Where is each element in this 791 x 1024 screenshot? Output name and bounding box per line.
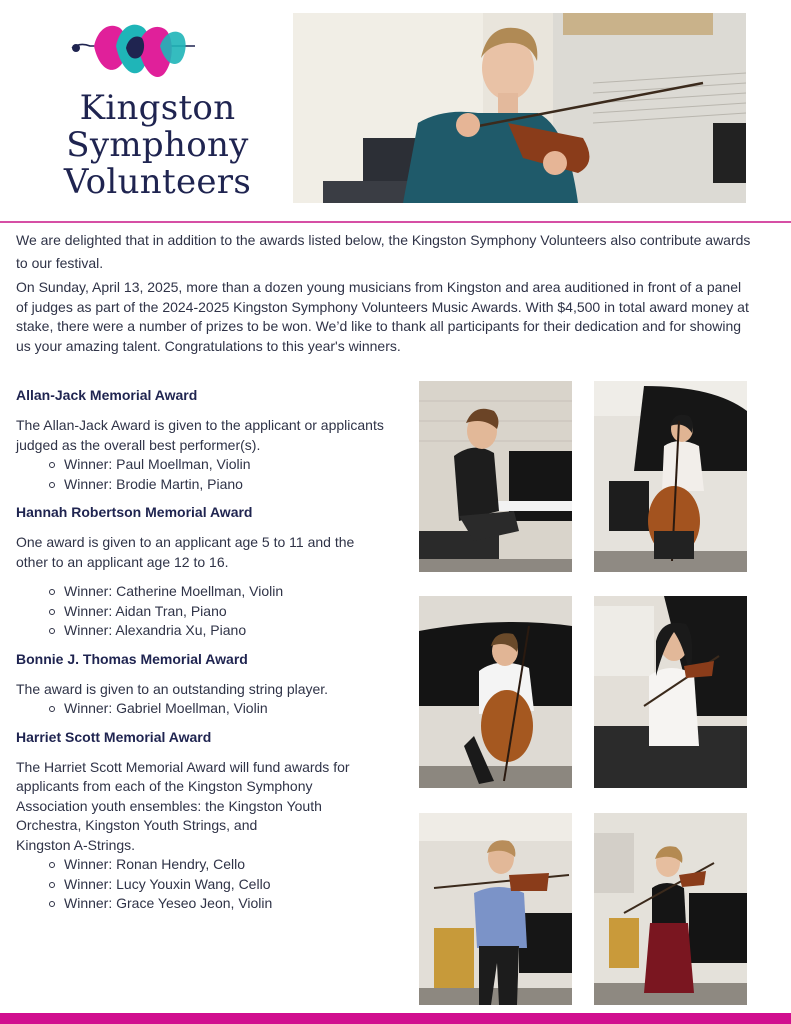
- award-description: The award is given to an outstanding string player.: [16, 680, 329, 697]
- award-hannah-robertson: [16, 504, 416, 641]
- award-bonnie-thomas: [16, 651, 416, 719]
- photo-violinist-young-girl: [594, 813, 747, 1005]
- award-harriet-scott: [16, 729, 416, 914]
- award-title: Bonnie J. Thomas Memorial Award: [16, 650, 248, 667]
- intro-paragraph-2: On Sunday, April 13, 2025, more than a dozen young musicians from Kingston and area auditioned in front of a panel of judges as part of the 2024-2025 Kingston Symphony Volunteers Music Awards. With $4,500 in total award money at stake, there were a number of prizes to be won. We’d like to thank all participants for their dedication and for showing us your amazing talent. Congratulations to this year's winners.: [16, 279, 749, 354]
- photo-violinist-boy: [419, 813, 572, 1005]
- list-item: Winner: Alexandria Xu, Piano: [48, 621, 416, 641]
- logo-line-1: Kingston: [79, 88, 236, 128]
- award-description: The Allan-Jack Award is given to the applicant or applicants judged as the overall best performer(s).: [16, 417, 384, 453]
- award-allan-jack: [16, 387, 416, 494]
- description-line: Kingston A-Strings.: [16, 836, 136, 853]
- award-title: Allan-Jack Memorial Award: [16, 387, 198, 403]
- photo-violinist-girl: [594, 596, 747, 788]
- list-item: Winner: Catherine Moellman, Violin: [48, 582, 416, 602]
- award-description: [16, 758, 416, 856]
- award-title: Harriet Scott Memorial Award: [16, 728, 212, 745]
- description-line: Orchestra, Kingston Youth Strings, and: [16, 817, 258, 833]
- logo-line-3: Volunteers: [63, 162, 252, 202]
- footer-bar: [0, 1013, 791, 1024]
- award-title: Hannah Robertson Memorial Award: [16, 504, 253, 520]
- award-description: One award is given to an applicant age 5 to 11 and the other to an applicant age 12 to 16.: [16, 534, 355, 570]
- winners-list: [16, 855, 416, 914]
- intro-section: [16, 229, 756, 356]
- hero-photo-violinist: [293, 13, 746, 203]
- list-item: Winner: Ronan Hendry, Cello: [48, 855, 416, 875]
- list-item: Winner: Lucy Youxin Wang, Cello: [48, 875, 416, 895]
- list-item: Winner: Brodie Martin, Piano: [48, 475, 416, 495]
- list-item: Winner: Paul Moellman, Violin: [48, 455, 416, 475]
- list-item: Winner: Grace Yeseo Jeon, Violin: [48, 894, 416, 914]
- description-line: Association youth ensembles: the Kingston Youth: [16, 797, 322, 814]
- logo-line-2: Symphony: [66, 125, 249, 165]
- photo-pianist: [419, 381, 572, 572]
- winners-list: [16, 582, 416, 641]
- logo-mark-icon: [70, 18, 200, 93]
- photo-cellist-boy: [419, 596, 572, 788]
- winners-list: [16, 699, 416, 719]
- description-line: The Harriet Scott Memorial Award will fund awards for: [16, 758, 350, 775]
- awards-list: [16, 387, 416, 914]
- intro-paragraph-1: We are delighted that in addition to the awards listed below, the Kingston Symphony Volunteers also contribute awards to our festival.: [16, 232, 751, 271]
- list-item: Winner: Gabriel Moellman, Violin: [48, 699, 416, 719]
- list-item: Winner: Aidan Tran, Piano: [48, 602, 416, 622]
- header-divider: [0, 221, 791, 223]
- winners-list: [16, 455, 416, 494]
- logo: [40, 18, 270, 203]
- photo-cellist-girl: [594, 381, 747, 572]
- description-line: applicants from each of the Kingston Symphony: [16, 778, 313, 794]
- logo-wordmark: [45, 90, 270, 201]
